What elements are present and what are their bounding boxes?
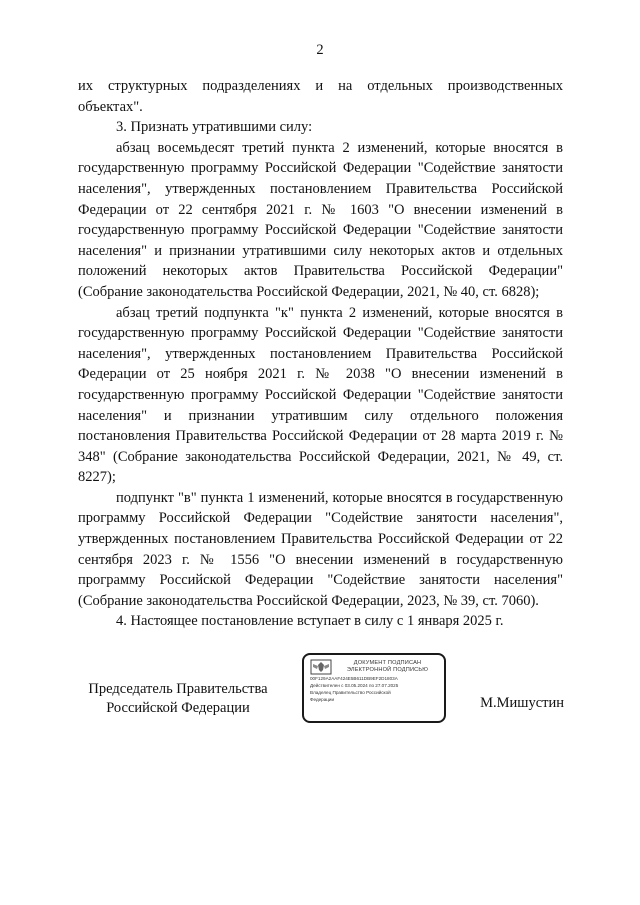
paragraph-continuation: их структурных подразделениях и на отдельных производственных объектах".	[78, 78, 563, 115]
paragraph-abzats-3: абзац третий подпункта "к" пункта 2 изменений, которые вносятся в государственную программу Российской Федерации "Содействие занятости населения", утвержденных постановлением Правительства Российской Федерации от 25 ноября 2021 г. № 2038 "О внесении изменений в государственную программу Российской Федерации "Содействие занятости населения" и признании утратившим силу отдельного положения постановления Правительства Российской Федерации от 28 марта 2019 г. № 348" (Собрание законодательства Российской Федерации, 2021, № 49, ст. 8227);	[78, 304, 563, 486]
signatory-position-line2: Российской Федерации	[106, 700, 250, 716]
page-number: 2	[316, 42, 324, 58]
stamp-certificate: 00F129A2AAF424E5B611DB9EF2D1803A	[310, 676, 398, 681]
stamp-owner-line2: Федерации	[310, 697, 335, 702]
stamp-title-line1: ДОКУМЕНТ ПОДПИСАН	[353, 660, 422, 666]
stamp-validity: Действителен с 03.05.2024 по 27.07.2025	[310, 683, 399, 688]
paragraph-podpunkt-v: подпункт "в" пункта 1 изменений, которые вносятся в государственную программу Российской Федерации "Содействие занятости населения", утвержденных постановлением Правительства Российской Федерации от 22 сентября 2023 г. № 1556 "О внесении изменений в государственную программу Российской Федерации "Содействие занятости населения" (Собрание законодательства Российской Федерации, 2023, № 39, ст. 7060).	[78, 489, 563, 609]
paragraph-item-4: 4. Настоящее постановление вступает в силу с 1 января 2025 г.	[116, 613, 504, 630]
signatory-name: М.Мишустин	[480, 695, 564, 711]
stamp-owner-line1: Владелец Правительство Российской	[310, 690, 391, 695]
paragraph-item-3: 3. Признать утратившими силу:	[116, 119, 313, 136]
signatory-position	[78, 680, 278, 718]
signatory-position-line1: Председатель Правительства	[88, 681, 268, 697]
document-body	[78, 76, 563, 632]
stamp-title-line2: ЭЛЕКТРОННОЙ ПОДПИСЬЮ	[346, 667, 429, 673]
stamp-title	[337, 660, 438, 674]
electronic-signature-stamp	[302, 653, 446, 723]
coat-of-arms-icon	[310, 659, 332, 675]
paragraph-abzats-83: абзац восемьдесят третий пункта 2 изменений, которые вносятся в государственную программу Российской Федерации "Содействие занятости населения", утвержденных постановлением Правительства Российской Федерации от 22 сентября 2021 г. № 1603 "О внесении изменений в государственную программу Российской Федерации "Содействие занятости населения" и признании утратившими силу некоторых актов и отдельных положений некоторых актов Правительства Российской Федерации" (Собрание законодательства Российской Федерации, 2021, № 40, ст. 6828);	[78, 139, 563, 300]
